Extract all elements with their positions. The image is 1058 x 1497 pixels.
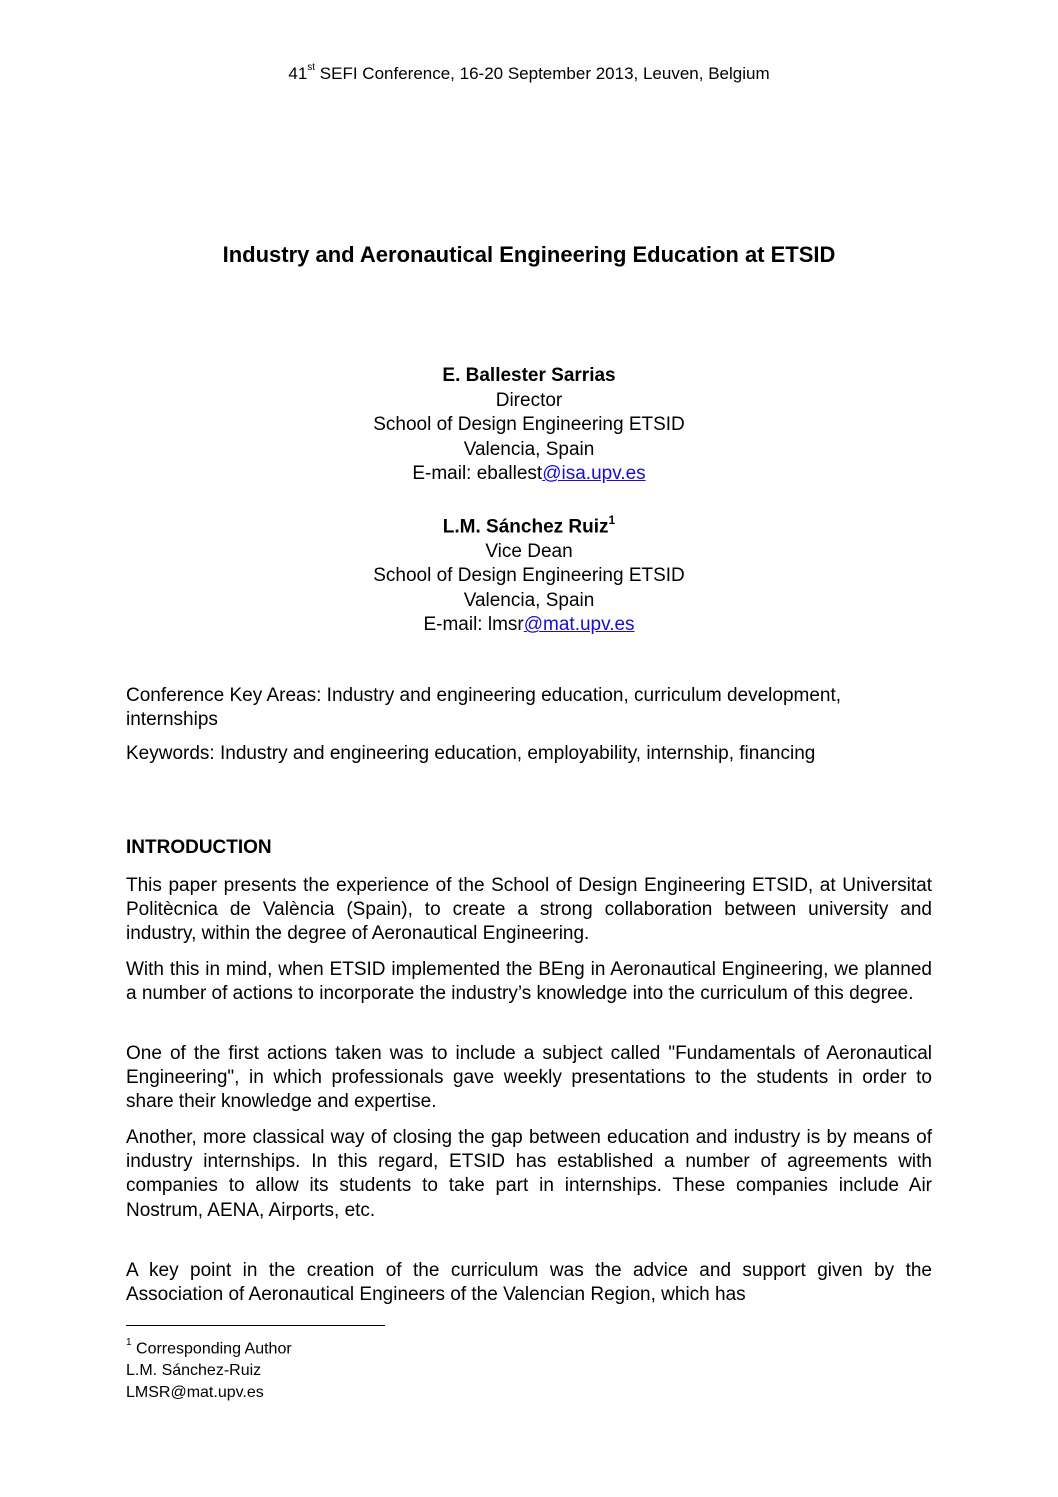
paper-title: Industry and Aeronautical Engineering Education at ETSID bbox=[222, 242, 836, 267]
author-email-prefix: E-mail: eballest bbox=[412, 463, 543, 484]
body-paragraph: Another, more classical way of closing the gap between education and industry is by means of industry internships. In this regard, ETSID has established a number of agreements with companies to allow its students to take part in internships. These companies include Air Nostrum, AENA, Airports, etc. bbox=[126, 1127, 932, 1221]
author-name: E. Ballester Sarrias bbox=[442, 365, 616, 386]
body-paragraph: This paper presents the experience of the School of Design Engineering ETSID, at Universitat Politècnica de València (Spain), to create a strong collaboration between university and industry, within the degree of Aeronautical Engineering. bbox=[126, 875, 932, 945]
author-email bbox=[0, 462, 1058, 487]
header-conference-number: 41 bbox=[288, 64, 308, 83]
footnote-divider bbox=[126, 1325, 385, 1326]
section-heading-introduction: INTRODUCTION bbox=[126, 837, 272, 858]
author-affiliation: School of Design Engineering ETSID bbox=[373, 414, 685, 435]
author-role: Director bbox=[495, 389, 563, 411]
author-email-link[interactable]: @isa.upv.es bbox=[542, 463, 646, 484]
body-paragraph: A key point in the creation of the curriculum was the advice and support given by the Association of Aeronautical Engineers of the Valencian Region, which has bbox=[126, 1260, 932, 1306]
footnote-line bbox=[126, 1334, 292, 1360]
body-paragraph: One of the first actions taken was to include a subject called "Fundamentals of Aeronautical Engineering", in which professionals gave weekly presentations to the students in order to share their knowledge and expertise. bbox=[126, 1043, 932, 1113]
header-ordinal: st bbox=[307, 62, 316, 74]
author-affiliation: School of Design Engineering ETSID bbox=[373, 565, 685, 587]
footnote-text: Corresponding Author bbox=[131, 1340, 292, 1358]
author-block-2 bbox=[0, 509, 1058, 638]
keywords: Keywords: Industry and engineering education, employability, internship, financing bbox=[126, 743, 816, 764]
footnote bbox=[126, 1334, 292, 1404]
author-location: Valencia, Spain bbox=[463, 589, 595, 611]
header-conference-text: SEFI Conference, 16-20 September 2013, Leuven, Belgium bbox=[315, 64, 770, 83]
running-header bbox=[0, 64, 1058, 84]
author-block-1 bbox=[0, 364, 1058, 487]
footnote-reference[interactable]: 1 bbox=[608, 513, 616, 527]
conference-key-areas: Conference Key Areas: Industry and engineering education, curriculum development, internships bbox=[126, 685, 842, 730]
author-location: Valencia, Spain bbox=[463, 438, 595, 460]
body-paragraph: With this in mind, when ETSID implemented the BEng in Aeronautical Engineering, we planned a number of actions to incorporate the industry’s knowledge into the curriculum of this degree. bbox=[126, 959, 932, 1005]
footnote-mark: 1 bbox=[126, 1337, 132, 1348]
footnote-line: L.M. Sánchez-Ruiz bbox=[126, 1362, 262, 1380]
author-name bbox=[0, 509, 1058, 540]
author-name-text: L.M. Sánchez Ruiz bbox=[442, 516, 609, 538]
author-email bbox=[0, 613, 1058, 638]
author-email-link[interactable]: @mat.upv.es bbox=[523, 614, 635, 636]
footnote-line: LMSR@mat.upv.es bbox=[126, 1384, 264, 1402]
author-role: Vice Dean bbox=[485, 540, 573, 562]
author-email-prefix: E-mail: lmsr bbox=[423, 614, 524, 636]
